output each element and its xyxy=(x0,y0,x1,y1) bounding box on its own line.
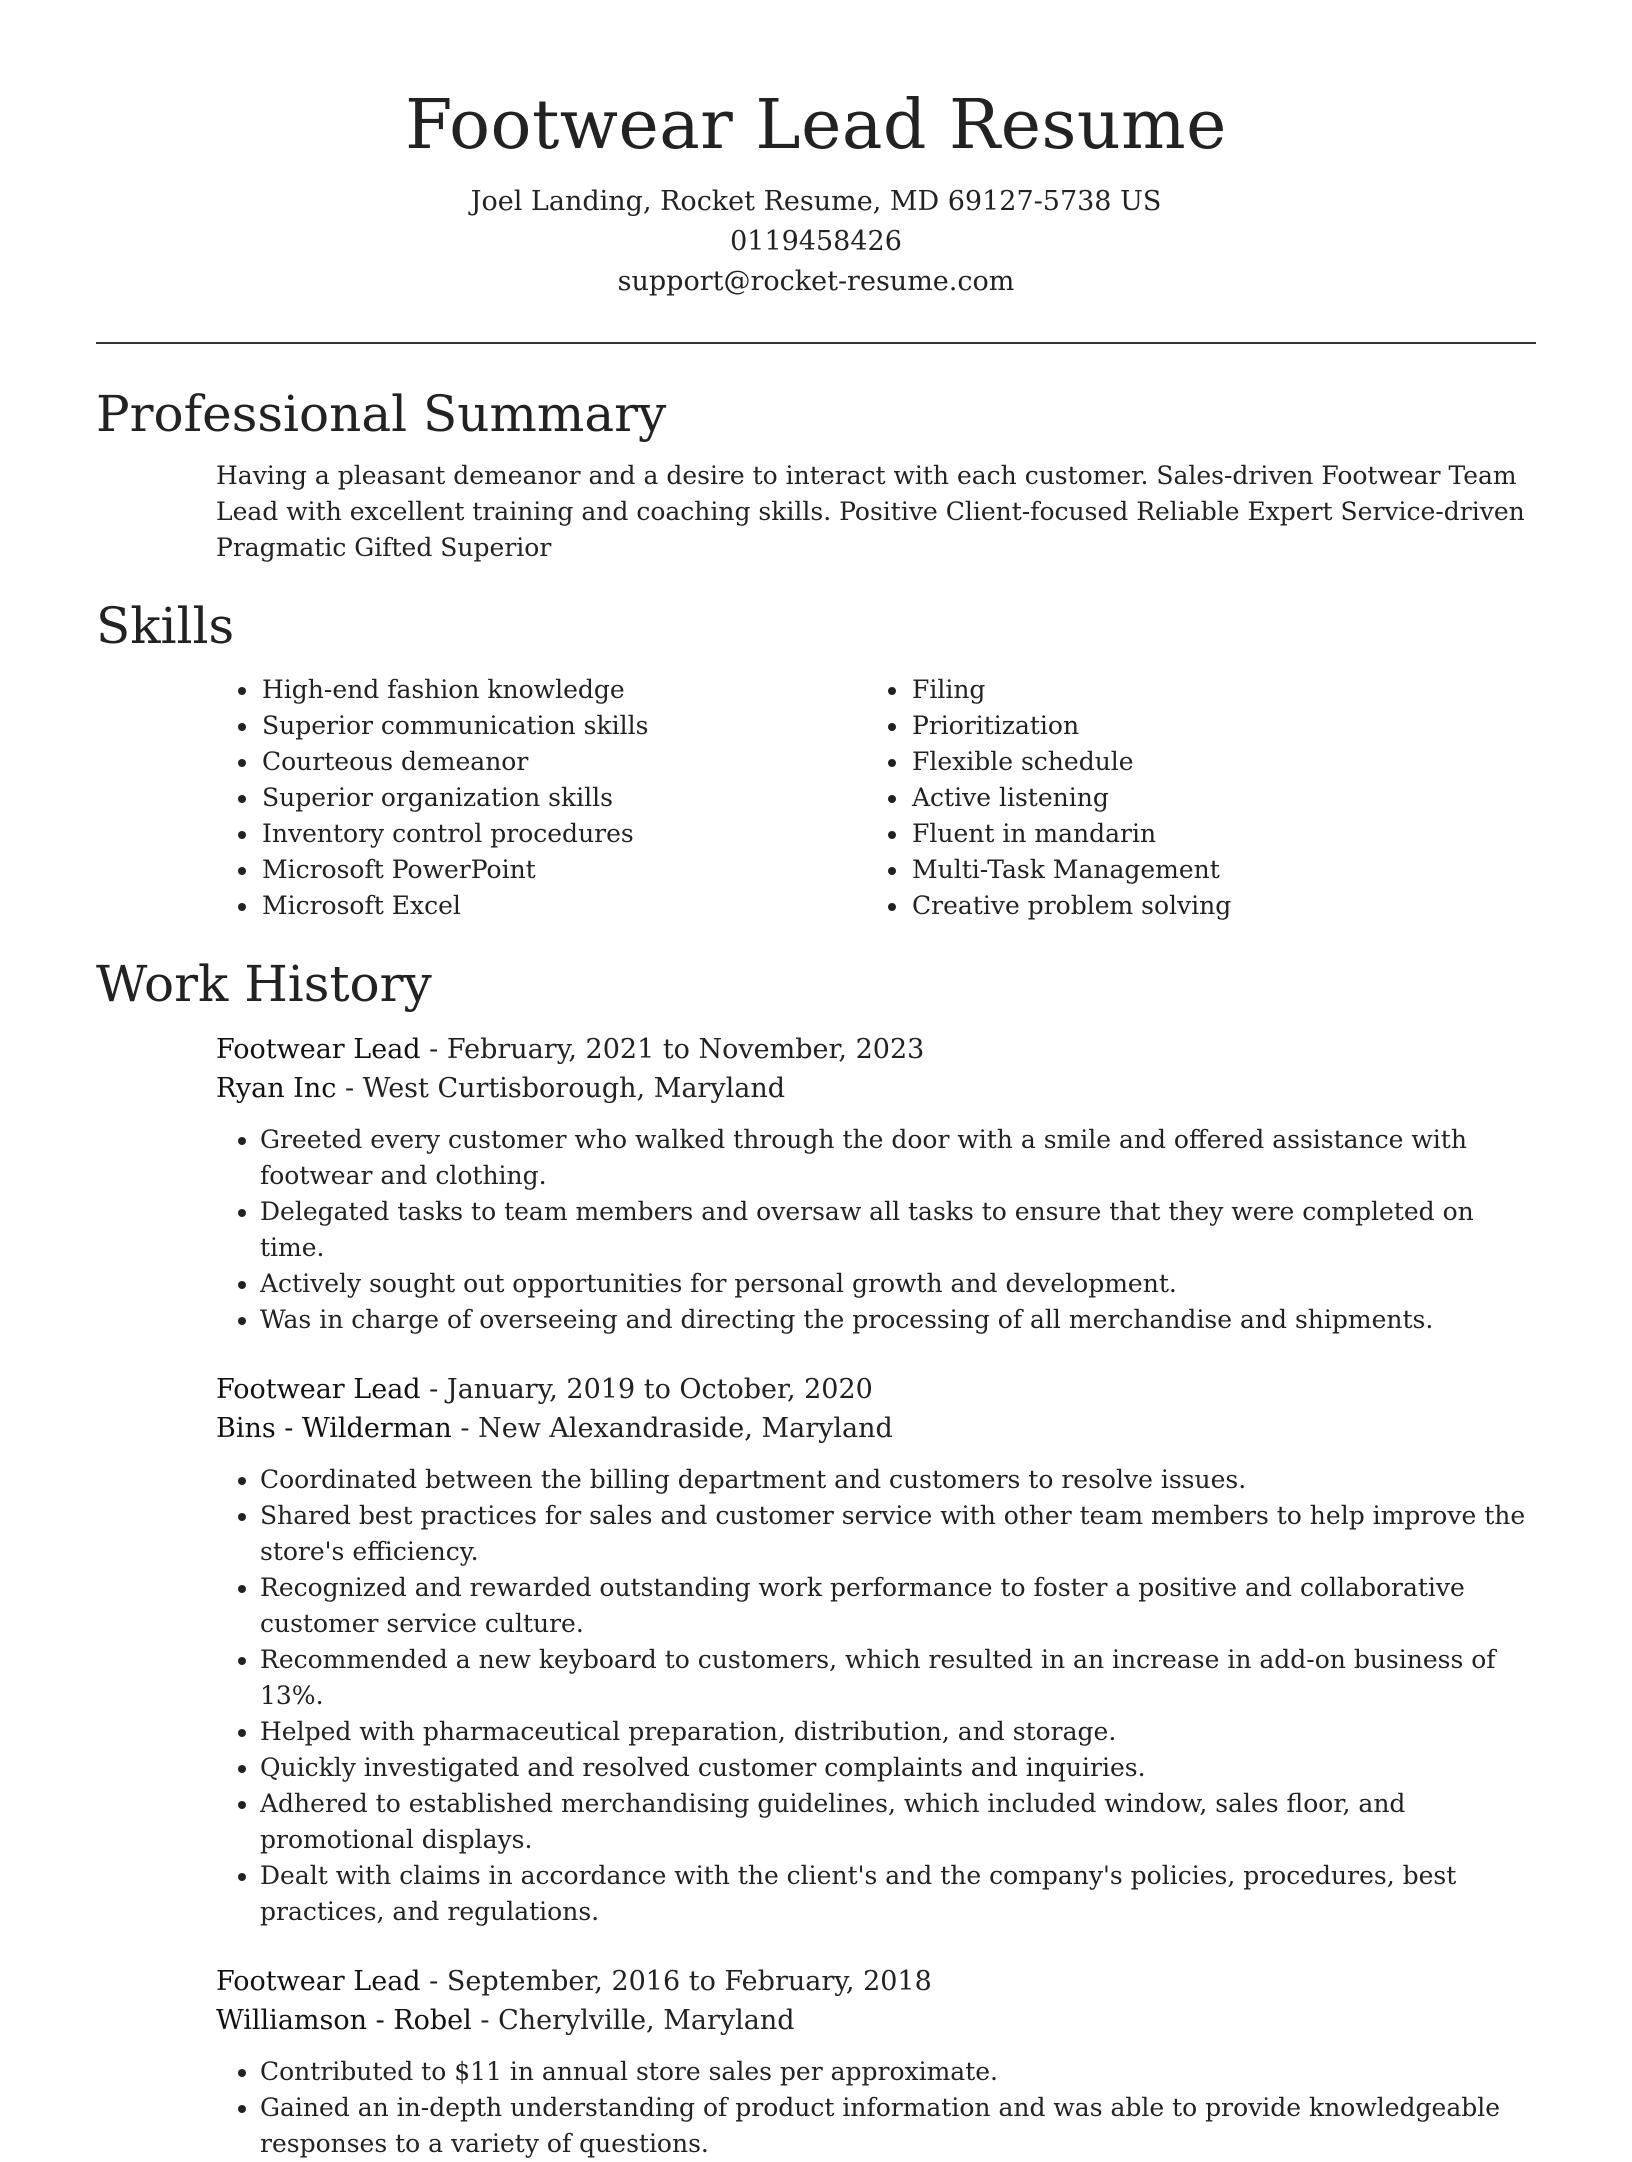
job-bullets xyxy=(216,1462,1536,1930)
work-history-section xyxy=(96,950,1536,2162)
summary-section xyxy=(96,380,1536,566)
job-bullets xyxy=(216,2054,1536,2162)
job-bullet: • Gained an in-depth understanding of product information and was able to provide knowledgeable responses to a variety of questions. xyxy=(260,2090,1536,2162)
skill-item: • Microsoft PowerPoint xyxy=(260,852,648,888)
job-bullet: • Delegated tasks to team members and oversaw all tasks to ensure that they were completed on time. xyxy=(260,1194,1536,1266)
skills-columns xyxy=(96,672,1536,932)
job-dates: - September, 2016 to February, 2018 xyxy=(420,1966,932,1997)
job-bullet: • Contributed to $11 in annual store sales per approximate. xyxy=(260,2054,1536,2090)
job-bullet: • Was in charge of overseeing and directing the processing of all merchandise and shipments. xyxy=(260,1302,1536,1338)
summary-heading: Professional Summary xyxy=(96,385,667,443)
job-entry xyxy=(216,1370,1536,1930)
job-company: Ryan Inc xyxy=(216,1073,337,1104)
job-bullet: • Greeted every customer who walked through the door with a smile and offered assistance with footwear and clothing. xyxy=(260,1122,1536,1194)
contact-phone: 0119458426 xyxy=(730,226,902,257)
skill-item: • Prioritization xyxy=(910,708,1231,744)
job-bullet: • Quickly investigated and resolved customer complaints and inquiries. xyxy=(260,1750,1536,1786)
job-title-line xyxy=(216,1962,1536,2001)
skill-item: • Microsoft Excel xyxy=(260,888,648,924)
skill-item: • Creative problem solving xyxy=(910,888,1231,924)
job-company-line xyxy=(216,1069,1536,1108)
skills-list-right xyxy=(746,672,1231,924)
job-bullet: • Recommended a new keyboard to customers, which resulted in an increase in add-on business of 13%. xyxy=(260,1642,1536,1714)
skill-item: • Superior organization skills xyxy=(260,780,648,816)
job-bullet: • Recognized and rewarded outstanding work performance to foster a positive and collaborative customer service culture. xyxy=(260,1570,1536,1642)
job-bullet: • Shared best practices for sales and customer service with other team members to help improve the store's efficiency. xyxy=(260,1498,1536,1570)
skill-item: • Superior communication skills xyxy=(260,708,648,744)
job-entry xyxy=(216,1962,1536,2162)
skill-item: • Active listening xyxy=(910,780,1231,816)
job-bullet: • Actively sought out opportunities for personal growth and development. xyxy=(260,1266,1536,1302)
skill-item: • Inventory control procedures xyxy=(260,816,648,852)
job-entry xyxy=(216,1030,1536,1338)
job-title-line xyxy=(216,1370,1536,1409)
job-company-line xyxy=(216,1409,1536,1448)
skills-section xyxy=(96,592,1536,932)
skill-item: • Multi-Task Management xyxy=(910,852,1231,888)
contact-email: support@rocket-resume.com xyxy=(617,266,1015,297)
skill-item: • Filing xyxy=(910,672,1231,708)
job-bullet: • Coordinated between the billing department and customers to resolve issues. xyxy=(260,1462,1536,1498)
job-dates: - February, 2021 to November, 2023 xyxy=(420,1034,925,1065)
job-location: - New Alexandraside, Maryland xyxy=(451,1413,893,1444)
skills-list-left xyxy=(96,672,648,924)
job-location: - Cherylville, Maryland xyxy=(471,2005,795,2036)
job-title: Footwear Lead xyxy=(216,1034,421,1065)
skill-item: • Flexible schedule xyxy=(910,744,1231,780)
resume-header xyxy=(0,78,1632,302)
skill-item: • High-end fashion knowledge xyxy=(260,672,648,708)
job-company: Bins - Wilderman xyxy=(216,1413,452,1444)
skill-item: • Courteous demeanor xyxy=(260,744,648,780)
job-title-line xyxy=(216,1030,1536,1069)
job-bullet: • Adhered to established merchandising guidelines, which included window, sales floor, and promotional displays. xyxy=(260,1786,1536,1858)
contact-address: Joel Landing, Rocket Resume, MD 69127-5738 US xyxy=(470,186,1162,217)
job-company-line xyxy=(216,2001,1536,2040)
summary-text: Having a pleasant demeanor and a desire to interact with each customer. Sales-driven Footwear Team Lead with excellent training and coaching skills. Positive Client-focused Reliable Expert Service-driven Pragmatic Gifted Superior xyxy=(216,461,1525,562)
job-bullets xyxy=(216,1122,1536,1338)
work-history-heading: Work History xyxy=(96,955,432,1013)
job-bullet: • Helped with pharmaceutical preparation, distribution, and storage. xyxy=(260,1714,1536,1750)
job-location: - West Curtisborough, Maryland xyxy=(336,1073,785,1104)
job-company: Williamson - Robel xyxy=(216,2005,472,2036)
job-dates: - January, 2019 to October, 2020 xyxy=(420,1374,873,1405)
job-bullet: • Dealt with claims in accordance with the client's and the company's policies, procedures, best practices, and regulations. xyxy=(260,1858,1536,1930)
skills-heading: Skills xyxy=(96,597,235,655)
job-title: Footwear Lead xyxy=(216,1374,421,1405)
job-title: Footwear Lead xyxy=(216,1966,421,1997)
resume-title: Footwear Lead Resume xyxy=(405,86,1227,165)
skill-item: • Fluent in mandarin xyxy=(910,816,1231,852)
header-divider xyxy=(96,342,1536,344)
